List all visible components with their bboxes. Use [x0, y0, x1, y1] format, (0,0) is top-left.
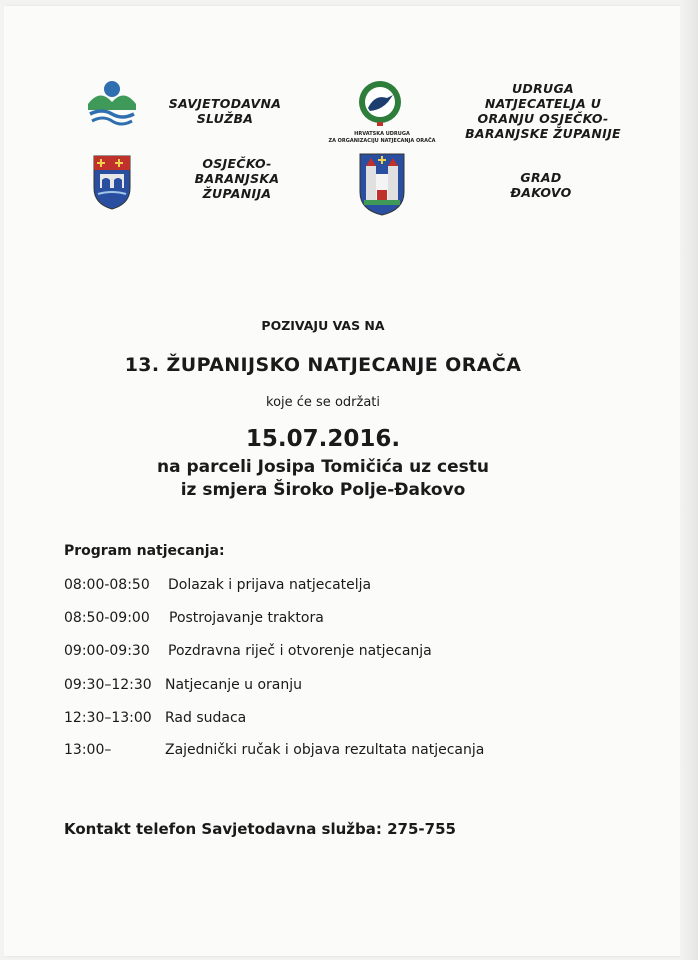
- event-subtitle: koje će se održati: [266, 395, 380, 410]
- program-time: 08:00-08:50: [64, 577, 150, 593]
- location-line-1: na parceli Josipa Tomičića uz cestu: [156, 457, 489, 477]
- program-desc: Postrojavanje traktora: [169, 610, 324, 626]
- program-time: 09:00-09:30: [64, 643, 150, 659]
- udruga-small-caption: HRVATSKA UDRUGA ZA ORGANIZACIJU NATJECANJA ORAČA: [328, 131, 436, 144]
- djakovo-coat-of-arms-icon: [358, 152, 406, 216]
- org-savjetodavna-sluzba: SAVJETODAVNA SLUŽBA: [168, 96, 282, 126]
- contact-line: Kontakt telefon Savjetodavna služba: 275-755: [64, 820, 456, 838]
- event-title: 13. ŽUPANIJSKO NATJECANJE ORAČA: [124, 354, 522, 376]
- event-date: 15.07.2016.: [245, 426, 401, 452]
- org-udruga-natjecatelja: UDRUGA NATJECATELJA U ORANJU OSJEČKO- BARANJSKE ŽUPANIJE: [465, 81, 621, 141]
- scan-edge: [680, 0, 698, 960]
- program-heading: Program natjecanja:: [64, 543, 225, 559]
- program-time: 09:30–12:30: [64, 677, 152, 693]
- osijek-baranja-coat-of-arms-icon: [92, 154, 132, 210]
- program-time: 12:30–13:00: [64, 710, 152, 726]
- program-desc: Rad sudaca: [165, 710, 247, 726]
- program-desc: Zajednički ručak i objava rezultata natjecanja: [165, 742, 485, 758]
- org-osjecko-baranjska-zupanija: OSJEČKO- BARANJSKA ŽUPANIJA: [194, 156, 280, 201]
- program-time: 13:00–: [64, 742, 112, 758]
- water-drop-wave-logo-icon: [86, 80, 138, 130]
- org-grad-djakovo: GRAD ĐAKOVO: [510, 170, 572, 200]
- plough-bird-logo-icon: [357, 80, 403, 126]
- program-desc: Dolazak i prijava natjecatelja: [168, 577, 372, 593]
- program-time: 08:50-09:00: [64, 610, 150, 626]
- program-desc: Natjecanje u oranju: [165, 677, 303, 693]
- invite-line: POZIVAJU VAS NA: [261, 318, 385, 333]
- location-line-2: iz smjera Široko Polje-Đakovo: [180, 480, 466, 500]
- program-desc: Pozdravna riječ i otvorenje natjecanja: [168, 643, 432, 659]
